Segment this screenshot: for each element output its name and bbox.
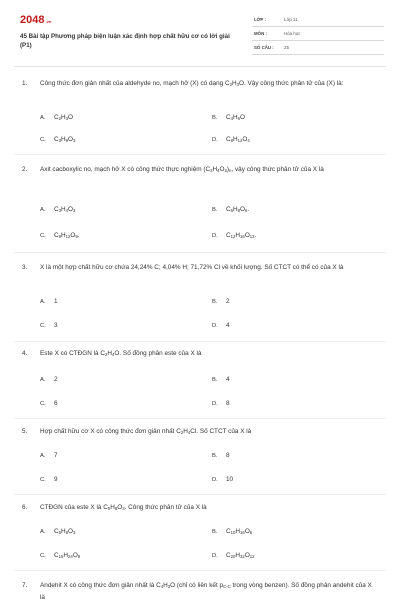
page-title: 45 Bài tập Phương pháp biện luận xác định hợp chất hữu cơ có lời giải (P1) xyxy=(20,33,230,49)
worksheet-header xyxy=(0,0,400,66)
option-label: D. xyxy=(212,477,218,483)
option-d[interactable] xyxy=(212,552,255,559)
question-number: 4. xyxy=(22,350,28,357)
question-divider xyxy=(14,252,386,253)
option-b[interactable] xyxy=(212,206,249,213)
option-text: $C_3H_4O_3$ xyxy=(54,206,76,213)
option-text: 4 xyxy=(226,376,230,383)
option-text: $C_{10}H_{16}O_6$ xyxy=(226,528,253,535)
option-label: C. xyxy=(40,401,46,407)
option-a[interactable] xyxy=(40,298,58,305)
option-text: $C_8H_{12}O_4$ xyxy=(226,136,250,143)
option-c[interactable] xyxy=(40,232,80,239)
option-b[interactable] xyxy=(212,298,230,305)
option-label: A. xyxy=(40,529,46,535)
option-b[interactable] xyxy=(212,376,230,383)
option-text: 6 xyxy=(54,400,58,407)
option-text: 2 xyxy=(54,376,58,383)
question-number: 3. xyxy=(22,264,28,271)
meta-key: SỐ CÂU : xyxy=(254,45,274,50)
option-d[interactable] xyxy=(212,232,256,239)
option-c[interactable] xyxy=(40,552,80,559)
meta-row-class xyxy=(252,16,384,27)
option-text: 9 xyxy=(54,476,58,483)
meta-value: Hóa học xyxy=(284,31,301,36)
question-text: Axit cacboxylic no, mạch hở X có công thức thực nghiệm $(C_3H_4O_3)_n$, vậy công thức phân tử của X là xyxy=(40,166,324,173)
question-divider xyxy=(14,154,386,155)
question-divider xyxy=(14,418,386,419)
question-number: 2. xyxy=(22,166,28,173)
logo-sub: .vn xyxy=(45,19,52,24)
option-label: A. xyxy=(40,299,46,305)
option-c[interactable] xyxy=(40,400,58,407)
option-a[interactable] xyxy=(40,376,58,383)
question-text: Công thức đơn giản nhất của aldehyde no, mạch hở (X) có dạng $C_2H_3O$. Vậy công thức phân tử của (X) là: xyxy=(40,80,344,87)
option-b[interactable] xyxy=(212,452,230,459)
option-label: D. xyxy=(212,137,218,143)
option-text: 4 xyxy=(226,322,230,329)
option-label: B. xyxy=(212,115,218,121)
question-text: X là một hợp chất hữu cơ chứa 24,24% C; 4,04% H; 71,72% Cl về khối lượng. Số CTCT có thể có của X là xyxy=(40,264,344,271)
option-c[interactable] xyxy=(40,136,75,143)
option-text: $C_6H_8O_6$. xyxy=(226,206,250,213)
option-label: C. xyxy=(40,553,46,559)
option-text: $C_9H_{12}O_9$. xyxy=(54,232,80,239)
option-text: 3 xyxy=(54,322,58,329)
option-d[interactable] xyxy=(212,322,230,329)
question-text: Este X có CTĐGN là $C_2H_4O$. Số đồng phân este của X là xyxy=(40,350,202,357)
question-divider xyxy=(14,570,386,571)
option-label: A. xyxy=(40,377,46,383)
option-text: 10 xyxy=(226,476,234,483)
question-number: 1. xyxy=(22,80,28,87)
option-label: C. xyxy=(40,233,46,239)
option-label: B. xyxy=(212,377,218,383)
option-d[interactable] xyxy=(212,476,233,483)
option-label: C. xyxy=(40,137,46,143)
option-label: D. xyxy=(212,233,218,239)
question-number: 6. xyxy=(22,504,28,511)
option-label: A. xyxy=(40,207,46,213)
option-a[interactable] xyxy=(40,452,58,459)
option-text: $C_3H_9O_3$ xyxy=(54,136,76,143)
option-b[interactable] xyxy=(212,114,245,121)
option-text: $C_5H_8O_3$ xyxy=(54,528,76,535)
option-label: A. xyxy=(40,115,46,121)
question-text: Hợp chất hữu cơ X có công thức đơn giản nhất $C_2H_4Cl$. Số CTCT của X là xyxy=(40,428,252,435)
option-label: B. xyxy=(212,529,218,535)
question-divider xyxy=(14,494,386,495)
site-logo[interactable] xyxy=(20,14,51,26)
option-d[interactable] xyxy=(212,400,230,407)
option-text: 8 xyxy=(226,452,230,459)
question-text: Andehit X có công thức đơn giản nhất là $C_4H_3O$ (chỉ có liên kết $p_{C-C}$ trong vòng benzen). Số đồng phân andehit của X là xyxy=(40,582,372,601)
option-label: A. xyxy=(40,453,46,459)
option-label: D. xyxy=(212,323,218,329)
option-label: B. xyxy=(212,453,218,459)
option-label: B. xyxy=(212,207,218,213)
option-text: 7 xyxy=(54,452,58,459)
meta-row-count xyxy=(252,44,384,55)
option-text: $C_{15}H_{24}O_9$ xyxy=(54,552,81,559)
option-c[interactable] xyxy=(40,476,58,483)
option-b[interactable] xyxy=(212,528,252,535)
option-label: D. xyxy=(212,553,218,559)
option-a[interactable] xyxy=(40,528,75,535)
option-text: 1 xyxy=(54,298,58,305)
option-text: $C_2H_3O$ xyxy=(54,114,74,121)
option-text: 2 xyxy=(226,298,230,305)
option-text: $C_{12}H_{16}O_{12}$. xyxy=(226,232,257,239)
question-divider xyxy=(14,341,386,342)
option-label: B. xyxy=(212,299,218,305)
header-divider xyxy=(14,66,386,67)
meta-key: LỚP : xyxy=(254,17,266,22)
option-a[interactable] xyxy=(40,206,75,213)
meta-key: MÔN : xyxy=(254,31,267,36)
option-d[interactable] xyxy=(212,136,250,143)
option-label: C. xyxy=(40,323,46,329)
meta-value: Lớp 11 xyxy=(284,17,298,22)
option-label: D. xyxy=(212,401,218,407)
question-number: 5. xyxy=(22,428,28,435)
meta-row-subject xyxy=(252,30,384,41)
meta-value: 25 xyxy=(284,45,289,50)
question-text: CTĐGN của este X là $C_5H_8O_3$. Công thức phân tử của X là xyxy=(40,504,207,511)
question-number: 7. xyxy=(22,582,28,589)
option-text: $C_{20}H_{32}O_{12}$ xyxy=(226,552,255,559)
logo-main: 2048 xyxy=(20,14,45,26)
option-text: $C_4H_6O$ xyxy=(226,114,246,121)
option-text: 8 xyxy=(226,400,230,407)
option-label: C. xyxy=(40,477,46,483)
option-a[interactable] xyxy=(40,114,73,121)
option-c[interactable] xyxy=(40,322,58,329)
